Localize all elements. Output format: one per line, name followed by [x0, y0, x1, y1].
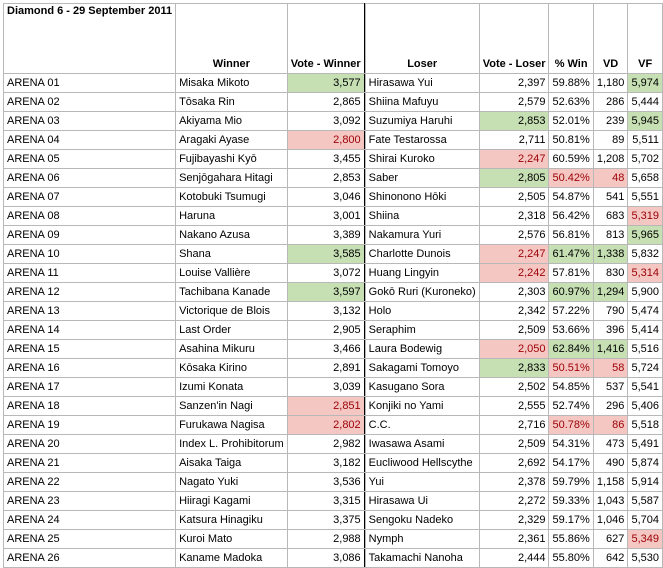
loser-cell[interactable]: Shinonono Hōki — [365, 188, 479, 207]
loser-cell[interactable]: Shiina Mafuyu — [365, 93, 479, 112]
vd-cell[interactable]: 790 — [593, 302, 628, 321]
vote-winner-cell[interactable]: 3,585 — [287, 245, 364, 264]
header-row — [4, 4, 663, 74]
pct-win-cell[interactable]: 52.74% — [549, 397, 593, 416]
winner-cell[interactable]: Kuroi Mato — [176, 530, 288, 549]
pct-win-cell[interactable]: 56.42% — [549, 207, 593, 226]
vote-loser-cell[interactable]: 2,397 — [479, 74, 549, 93]
table-row — [4, 226, 663, 245]
table-row — [4, 530, 663, 549]
vf-cell[interactable]: 5,349 — [628, 530, 663, 549]
winner-cell[interactable]: Tōsaka Rin — [176, 93, 288, 112]
pct-win-cell[interactable]: 54.31% — [549, 435, 593, 454]
table-row — [4, 473, 663, 492]
vf-cell[interactable]: 5,511 — [628, 131, 663, 150]
vd-cell[interactable]: 813 — [593, 226, 628, 245]
vote-loser-cell[interactable]: 2,361 — [479, 530, 549, 549]
pct-win-cell[interactable]: 52.01% — [549, 112, 593, 131]
pct-win-cell[interactable]: 56.81% — [549, 226, 593, 245]
winner-cell[interactable]: Furukawa Nagisa — [176, 416, 288, 435]
arena-cell[interactable]: ARENA 16 — [4, 359, 176, 378]
pct-win-cell[interactable]: 55.86% — [549, 530, 593, 549]
loser-cell[interactable]: Fate Testarossa — [365, 131, 479, 150]
vf-cell[interactable]: 5,724 — [628, 359, 663, 378]
vf-cell[interactable]: 5,314 — [628, 264, 663, 283]
loser-cell[interactable]: Laura Bodewig — [365, 340, 479, 359]
vote-loser-cell[interactable]: 2,853 — [479, 112, 549, 131]
table-row — [4, 511, 663, 530]
table-row — [4, 321, 663, 340]
vd-cell[interactable]: 48 — [593, 169, 628, 188]
results-spreadsheet — [3, 3, 663, 568]
vote-loser-cell[interactable]: 2,505 — [479, 188, 549, 207]
loser-cell[interactable]: Charlotte Dunois — [365, 245, 479, 264]
vd-cell[interactable]: 239 — [593, 112, 628, 131]
arena-cell[interactable]: ARENA 20 — [4, 435, 176, 454]
table-row — [4, 397, 663, 416]
winner-cell[interactable]: Katsura Hinagiku — [176, 511, 288, 530]
vf-cell[interactable]: 5,518 — [628, 416, 663, 435]
pct-win-cell[interactable]: 55.80% — [549, 549, 593, 568]
vote-loser-cell[interactable]: 2,318 — [479, 207, 549, 226]
table-row — [4, 245, 663, 264]
table-row — [4, 492, 663, 511]
arena-cell[interactable]: ARENA 15 — [4, 340, 176, 359]
vote-loser-cell[interactable]: 2,576 — [479, 226, 549, 245]
table-row — [4, 549, 663, 568]
loser-cell[interactable]: Seraphim — [365, 321, 479, 340]
vf-cell[interactable]: 5,541 — [628, 378, 663, 397]
vote-loser-cell[interactable]: 2,050 — [479, 340, 549, 359]
vd-cell[interactable]: 683 — [593, 207, 628, 226]
pct-win-cell[interactable]: 60.59% — [549, 150, 593, 169]
vote-loser-cell[interactable]: 2,242 — [479, 264, 549, 283]
table-row — [4, 435, 663, 454]
winner-cell[interactable]: Tachibana Kanade — [176, 283, 288, 302]
arena-cell[interactable]: ARENA 12 — [4, 283, 176, 302]
pct-win-cell[interactable]: 50.81% — [549, 131, 593, 150]
vote-winner-cell[interactable]: 2,851 — [287, 397, 364, 416]
vd-cell[interactable]: 1,208 — [593, 150, 628, 169]
vd-cell[interactable]: 86 — [593, 416, 628, 435]
winner-cell[interactable]: Victorique de Blois — [176, 302, 288, 321]
vd-cell[interactable]: 1,043 — [593, 492, 628, 511]
vote-loser-cell[interactable]: 2,444 — [479, 549, 549, 568]
arena-cell[interactable]: ARENA 09 — [4, 226, 176, 245]
winner-cell[interactable]: Senjōgahara Hitagi — [176, 169, 288, 188]
loser-cell[interactable]: Suzumiya Haruhi — [365, 112, 479, 131]
vf-cell[interactable]: 5,702 — [628, 150, 663, 169]
vote-winner-cell[interactable]: 3,072 — [287, 264, 364, 283]
pct-win-cell[interactable]: 54.87% — [549, 188, 593, 207]
pct-win-cell[interactable]: 50.42% — [549, 169, 593, 188]
vf-cell[interactable]: 5,832 — [628, 245, 663, 264]
vote-loser-cell[interactable]: 2,692 — [479, 454, 549, 473]
vf-cell[interactable]: 5,945 — [628, 112, 663, 131]
arena-cell[interactable]: ARENA 23 — [4, 492, 176, 511]
winner-cell[interactable]: Nakano Azusa — [176, 226, 288, 245]
arena-cell[interactable]: ARENA 04 — [4, 131, 176, 150]
arena-cell[interactable]: ARENA 14 — [4, 321, 176, 340]
arena-cell[interactable]: ARENA 06 — [4, 169, 176, 188]
header-vf[interactable]: VF — [628, 4, 663, 74]
winner-cell[interactable]: Shana — [176, 245, 288, 264]
winner-cell[interactable]: Sanzen'in Nagi — [176, 397, 288, 416]
pct-win-cell[interactable]: 54.85% — [549, 378, 593, 397]
arena-cell[interactable]: ARENA 22 — [4, 473, 176, 492]
vote-winner-cell[interactable]: 2,853 — [287, 169, 364, 188]
pct-win-cell[interactable]: 57.22% — [549, 302, 593, 321]
vd-cell[interactable]: 296 — [593, 397, 628, 416]
pct-win-cell[interactable]: 57.81% — [549, 264, 593, 283]
winner-cell[interactable]: Aisaka Taiga — [176, 454, 288, 473]
vd-cell[interactable]: 642 — [593, 549, 628, 568]
vd-cell[interactable]: 396 — [593, 321, 628, 340]
arena-cell[interactable]: ARENA 08 — [4, 207, 176, 226]
vote-winner-cell[interactable]: 2,982 — [287, 435, 364, 454]
vf-cell[interactable]: 5,406 — [628, 397, 663, 416]
vd-cell[interactable]: 58 — [593, 359, 628, 378]
pct-win-cell[interactable]: 59.88% — [549, 74, 593, 93]
vd-cell[interactable]: 1,338 — [593, 245, 628, 264]
vd-cell[interactable]: 89 — [593, 131, 628, 150]
vf-cell[interactable]: 5,491 — [628, 435, 663, 454]
vote-loser-cell[interactable]: 2,342 — [479, 302, 549, 321]
header-vote-loser[interactable]: Vote - Loser — [479, 4, 549, 74]
pct-win-cell[interactable]: 50.51% — [549, 359, 593, 378]
table-row — [4, 207, 663, 226]
pct-win-cell[interactable]: 53.66% — [549, 321, 593, 340]
winner-cell[interactable]: Izumi Konata — [176, 378, 288, 397]
loser-cell[interactable]: Huang Lingyin — [365, 264, 479, 283]
vf-cell[interactable]: 5,516 — [628, 340, 663, 359]
vd-cell[interactable]: 537 — [593, 378, 628, 397]
vote-loser-cell[interactable]: 2,579 — [479, 93, 549, 112]
vf-cell[interactable]: 5,704 — [628, 511, 663, 530]
table-row — [4, 131, 663, 150]
vote-winner-cell[interactable]: 2,891 — [287, 359, 364, 378]
vd-cell[interactable]: 1,046 — [593, 511, 628, 530]
loser-cell[interactable]: Shiina — [365, 207, 479, 226]
table-row — [4, 74, 663, 93]
header-vd[interactable]: VD — [593, 4, 628, 74]
vd-cell[interactable]: 627 — [593, 530, 628, 549]
vf-cell[interactable]: 5,474 — [628, 302, 663, 321]
pct-win-cell[interactable]: 54.17% — [549, 454, 593, 473]
arena-cell[interactable]: ARENA 18 — [4, 397, 176, 416]
vote-loser-cell[interactable]: 2,833 — [479, 359, 549, 378]
header-loser[interactable]: Loser — [365, 4, 479, 74]
vf-cell[interactable]: 5,900 — [628, 283, 663, 302]
vote-winner-cell[interactable]: 2,800 — [287, 131, 364, 150]
table-row — [4, 112, 663, 131]
vd-cell[interactable]: 1,158 — [593, 473, 628, 492]
vd-cell[interactable]: 1,294 — [593, 283, 628, 302]
vf-cell[interactable]: 5,874 — [628, 454, 663, 473]
pct-win-cell[interactable]: 52.63% — [549, 93, 593, 112]
arena-cell[interactable]: ARENA 21 — [4, 454, 176, 473]
loser-cell[interactable]: Nymph — [365, 530, 479, 549]
arena-cell[interactable]: ARENA 25 — [4, 530, 176, 549]
vf-cell[interactable]: 5,530 — [628, 549, 663, 568]
table-row — [4, 188, 663, 207]
pct-win-cell[interactable]: 62.84% — [549, 340, 593, 359]
vote-loser-cell[interactable]: 2,329 — [479, 511, 549, 530]
loser-cell[interactable]: Hirasawa Ui — [365, 492, 479, 511]
vote-winner-cell[interactable]: 3,597 — [287, 283, 364, 302]
vote-winner-cell[interactable]: 3,536 — [287, 473, 364, 492]
pct-win-cell[interactable]: 59.79% — [549, 473, 593, 492]
pct-win-cell[interactable]: 59.17% — [549, 511, 593, 530]
vote-winner-cell[interactable]: 3,315 — [287, 492, 364, 511]
arena-cell[interactable]: ARENA 03 — [4, 112, 176, 131]
pct-win-cell[interactable]: 59.33% — [549, 492, 593, 511]
table-row — [4, 169, 663, 188]
loser-cell[interactable]: Saber — [365, 169, 479, 188]
vote-loser-cell[interactable]: 2,509 — [479, 435, 549, 454]
vote-winner-cell[interactable]: 3,092 — [287, 112, 364, 131]
vote-loser-cell[interactable]: 2,272 — [479, 492, 549, 511]
header-pct-win[interactable]: % Win — [549, 4, 593, 74]
table-row — [4, 416, 663, 435]
header-vote-winner[interactable]: Vote - Winner — [287, 4, 364, 74]
arena-cell[interactable]: ARENA 07 — [4, 188, 176, 207]
vote-loser-cell[interactable]: 2,247 — [479, 245, 549, 264]
vf-cell[interactable]: 5,414 — [628, 321, 663, 340]
vote-loser-cell[interactable]: 2,247 — [479, 150, 549, 169]
vote-winner-cell[interactable]: 3,375 — [287, 511, 364, 530]
vd-cell[interactable]: 473 — [593, 435, 628, 454]
winner-cell[interactable]: Hiiragi Kagami — [176, 492, 288, 511]
vote-winner-cell[interactable]: 3,577 — [287, 74, 364, 93]
vote-loser-cell[interactable]: 2,555 — [479, 397, 549, 416]
table-row — [4, 359, 663, 378]
loser-cell[interactable]: Shirai Kuroko — [365, 150, 479, 169]
vf-cell[interactable]: 5,587 — [628, 492, 663, 511]
table-row — [4, 378, 663, 397]
vote-winner-cell[interactable]: 3,182 — [287, 454, 364, 473]
winner-cell[interactable]: Last Order — [176, 321, 288, 340]
vote-winner-cell[interactable]: 3,039 — [287, 378, 364, 397]
loser-cell[interactable]: Eucliwood Hellscythe — [365, 454, 479, 473]
arena-cell[interactable]: ARENA 26 — [4, 549, 176, 568]
arena-cell[interactable]: ARENA 17 — [4, 378, 176, 397]
arena-cell[interactable]: ARENA 01 — [4, 74, 176, 93]
vote-winner-cell[interactable]: 2,802 — [287, 416, 364, 435]
arena-cell[interactable]: ARENA 24 — [4, 511, 176, 530]
table-row — [4, 454, 663, 473]
loser-cell[interactable]: C.C. — [365, 416, 479, 435]
vote-winner-cell[interactable]: 2,988 — [287, 530, 364, 549]
winner-cell[interactable]: Louise Vallière — [176, 264, 288, 283]
table-row — [4, 302, 663, 321]
vf-cell[interactable]: 5,551 — [628, 188, 663, 207]
vote-loser-cell[interactable]: 2,378 — [479, 473, 549, 492]
vf-cell[interactable]: 5,974 — [628, 74, 663, 93]
vote-loser-cell[interactable]: 2,711 — [479, 131, 549, 150]
winner-cell[interactable]: Kaname Madoka — [176, 549, 288, 568]
winner-cell[interactable]: Akiyama Mio — [176, 112, 288, 131]
arena-cell[interactable]: ARENA 13 — [4, 302, 176, 321]
vd-cell[interactable]: 830 — [593, 264, 628, 283]
loser-cell[interactable]: Iwasawa Asami — [365, 435, 479, 454]
vote-loser-cell[interactable]: 2,805 — [479, 169, 549, 188]
loser-cell[interactable]: Konjiki no Yami — [365, 397, 479, 416]
vote-winner-cell[interactable]: 3,132 — [287, 302, 364, 321]
pct-win-cell[interactable]: 60.97% — [549, 283, 593, 302]
arena-cell[interactable]: ARENA 05 — [4, 150, 176, 169]
sheet-title[interactable]: Diamond 6 - 29 September 2011 — [4, 4, 176, 74]
vote-winner-cell[interactable]: 3,001 — [287, 207, 364, 226]
loser-cell[interactable]: Sengoku Nadeko — [365, 511, 479, 530]
loser-cell[interactable]: Nakamura Yuri — [365, 226, 479, 245]
header-winner[interactable]: Winner — [176, 4, 288, 74]
vote-loser-cell[interactable]: 2,303 — [479, 283, 549, 302]
loser-cell[interactable]: Takamachi Nanoha — [365, 549, 479, 568]
vote-loser-cell[interactable]: 2,509 — [479, 321, 549, 340]
vf-cell[interactable]: 5,319 — [628, 207, 663, 226]
vote-loser-cell[interactable]: 2,716 — [479, 416, 549, 435]
table-row — [4, 340, 663, 359]
table-row — [4, 283, 663, 302]
vote-winner-cell[interactable]: 3,455 — [287, 150, 364, 169]
vd-cell[interactable]: 286 — [593, 93, 628, 112]
vote-winner-cell[interactable]: 3,086 — [287, 549, 364, 568]
winner-cell[interactable]: Haruna — [176, 207, 288, 226]
vf-cell[interactable]: 5,658 — [628, 169, 663, 188]
winner-cell[interactable]: Kōsaka Kirino — [176, 359, 288, 378]
winner-cell[interactable]: Asahina Mikuru — [176, 340, 288, 359]
loser-cell[interactable]: Kasugano Sora — [365, 378, 479, 397]
vf-cell[interactable]: 5,965 — [628, 226, 663, 245]
vote-winner-cell[interactable]: 2,905 — [287, 321, 364, 340]
winner-cell[interactable]: Nagato Yuki — [176, 473, 288, 492]
arena-cell[interactable]: ARENA 10 — [4, 245, 176, 264]
vote-loser-cell[interactable]: 2,502 — [479, 378, 549, 397]
pct-win-cell[interactable]: 50.78% — [549, 416, 593, 435]
vote-winner-cell[interactable]: 2,865 — [287, 93, 364, 112]
loser-cell[interactable]: Yui — [365, 473, 479, 492]
table-row — [4, 264, 663, 283]
vf-cell[interactable]: 5,914 — [628, 473, 663, 492]
loser-cell[interactable]: Sakagami Tomoyo — [365, 359, 479, 378]
loser-cell[interactable]: Holo — [365, 302, 479, 321]
vote-winner-cell[interactable]: 3,466 — [287, 340, 364, 359]
winner-cell[interactable]: Aragaki Ayase — [176, 131, 288, 150]
pct-win-cell[interactable]: 61.47% — [549, 245, 593, 264]
vd-cell[interactable]: 1,416 — [593, 340, 628, 359]
vd-cell[interactable]: 1,180 — [593, 74, 628, 93]
vd-cell[interactable]: 490 — [593, 454, 628, 473]
winner-cell[interactable]: Index L. Prohibitorum — [176, 435, 288, 454]
vf-cell[interactable]: 5,444 — [628, 93, 663, 112]
loser-cell[interactable]: Gokō Ruri (Kuroneko) — [365, 283, 479, 302]
arena-cell[interactable]: ARENA 11 — [4, 264, 176, 283]
vote-winner-cell[interactable]: 3,389 — [287, 226, 364, 245]
vd-cell[interactable]: 541 — [593, 188, 628, 207]
winner-cell[interactable]: Fujibayashi Kyō — [176, 150, 288, 169]
vote-winner-cell[interactable]: 3,046 — [287, 188, 364, 207]
table-row — [4, 150, 663, 169]
arena-cell[interactable]: ARENA 02 — [4, 93, 176, 112]
winner-cell[interactable]: Misaka Mikoto — [176, 74, 288, 93]
winner-cell[interactable]: Kotobuki Tsumugi — [176, 188, 288, 207]
table-row — [4, 93, 663, 112]
arena-cell[interactable]: ARENA 19 — [4, 416, 176, 435]
loser-cell[interactable]: Hirasawa Yui — [365, 74, 479, 93]
